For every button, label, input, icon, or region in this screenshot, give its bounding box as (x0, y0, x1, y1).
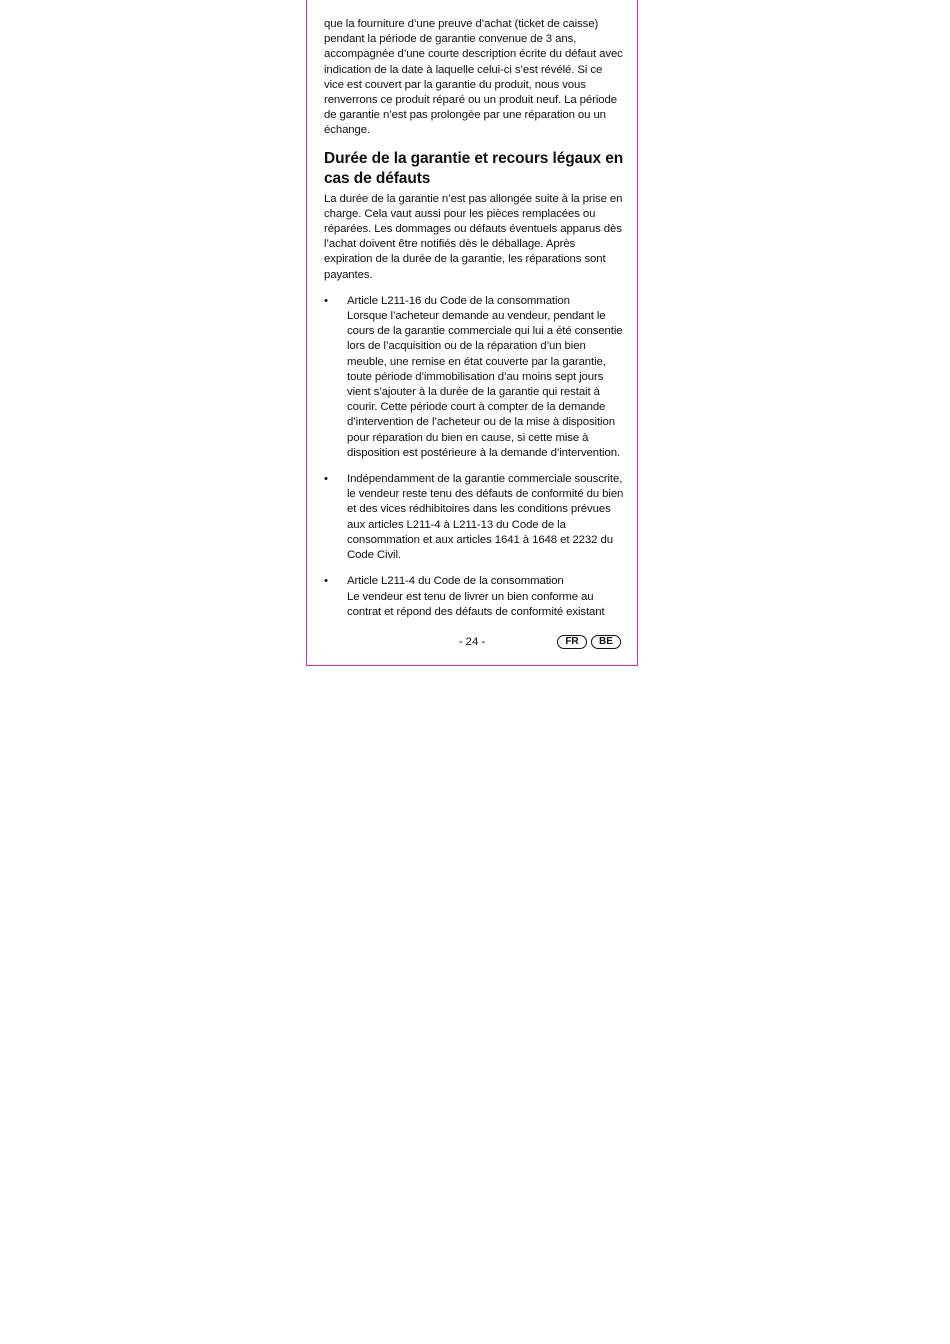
list-item (324, 574, 624, 620)
intro-paragraph: que la fourniture d’une preuve d’achat (ticket de caisse) pendant la période de garantie convenue de 3 ans, accompagnée d’une courte description écrite du défaut avec indication de la date à laquelle celui-ci s’est révélé. Si ce vice est couvert par la garantie du produit, nous vous renverrons ce produit réparé ou un produit neuf. La période de garantie n’est pas prolongée par une réparation ou un échange. (324, 18, 623, 137)
article-text: Le vendeur est tenu de livrer un bien conforme au contrat et répond des défauts de conformité existant (347, 590, 605, 618)
list-item (324, 294, 624, 461)
section-heading: Durée de la garantie et recours légaux en cas de défauts (324, 149, 624, 187)
country-badge-be: BE (591, 635, 621, 649)
page-content (324, 17, 624, 620)
bullet-marker: • (324, 575, 328, 588)
body-paragraph: La durée de la garantie n’est pas allongée suite à la prise en charge. Cela vaut aussi pour les pièces remplacées ou réparées. Les dommages ou défauts éventuels apparus dès l’achat doivent être notifiés dès le déballage. Après expiration de la durée de la garantie, les réparations sont payantes. (324, 192, 623, 281)
page-number: - 24 - (458, 636, 486, 648)
article-text: Lorsque l’acheteur demande au vendeur, pendant le cours de la garantie commerciale qui lui a été consentie lors de l’acquisition ou de la réparation d’un bien meuble, une remise en état couverte par la garantie, toute période d’immobilisation d’au moins sept jours vient s’ajouter à la durée de la garantie qui restait à courir. Cette période court à compter de la demande d’intervention de l’acheteur ou de la mise à disposition pour réparation du bien en cause, si cette mise à disposition est postérieure à la demande d’intervention. (347, 310, 623, 459)
article-title: Article L211-4 du Code de la consommation (347, 575, 564, 588)
page-footer (307, 634, 637, 652)
article-title: Article L211-16 du Code de la consommation (347, 294, 570, 307)
document-page (306, 0, 638, 666)
bullet-marker: • (324, 473, 328, 486)
country-badge-fr: FR (557, 635, 587, 649)
list-item (324, 472, 624, 563)
bullet-marker: • (324, 294, 328, 307)
article-text: Indépendamment de la garantie commerciale souscrite, le vendeur reste tenu des défauts de conformité du bien et des vices rédhibitoires dans les conditions prévues aux articles L211-4 à L211-13 du Code de la consommation et aux articles 1641 à 1648 et 2232 du Code Civil. (347, 473, 624, 562)
